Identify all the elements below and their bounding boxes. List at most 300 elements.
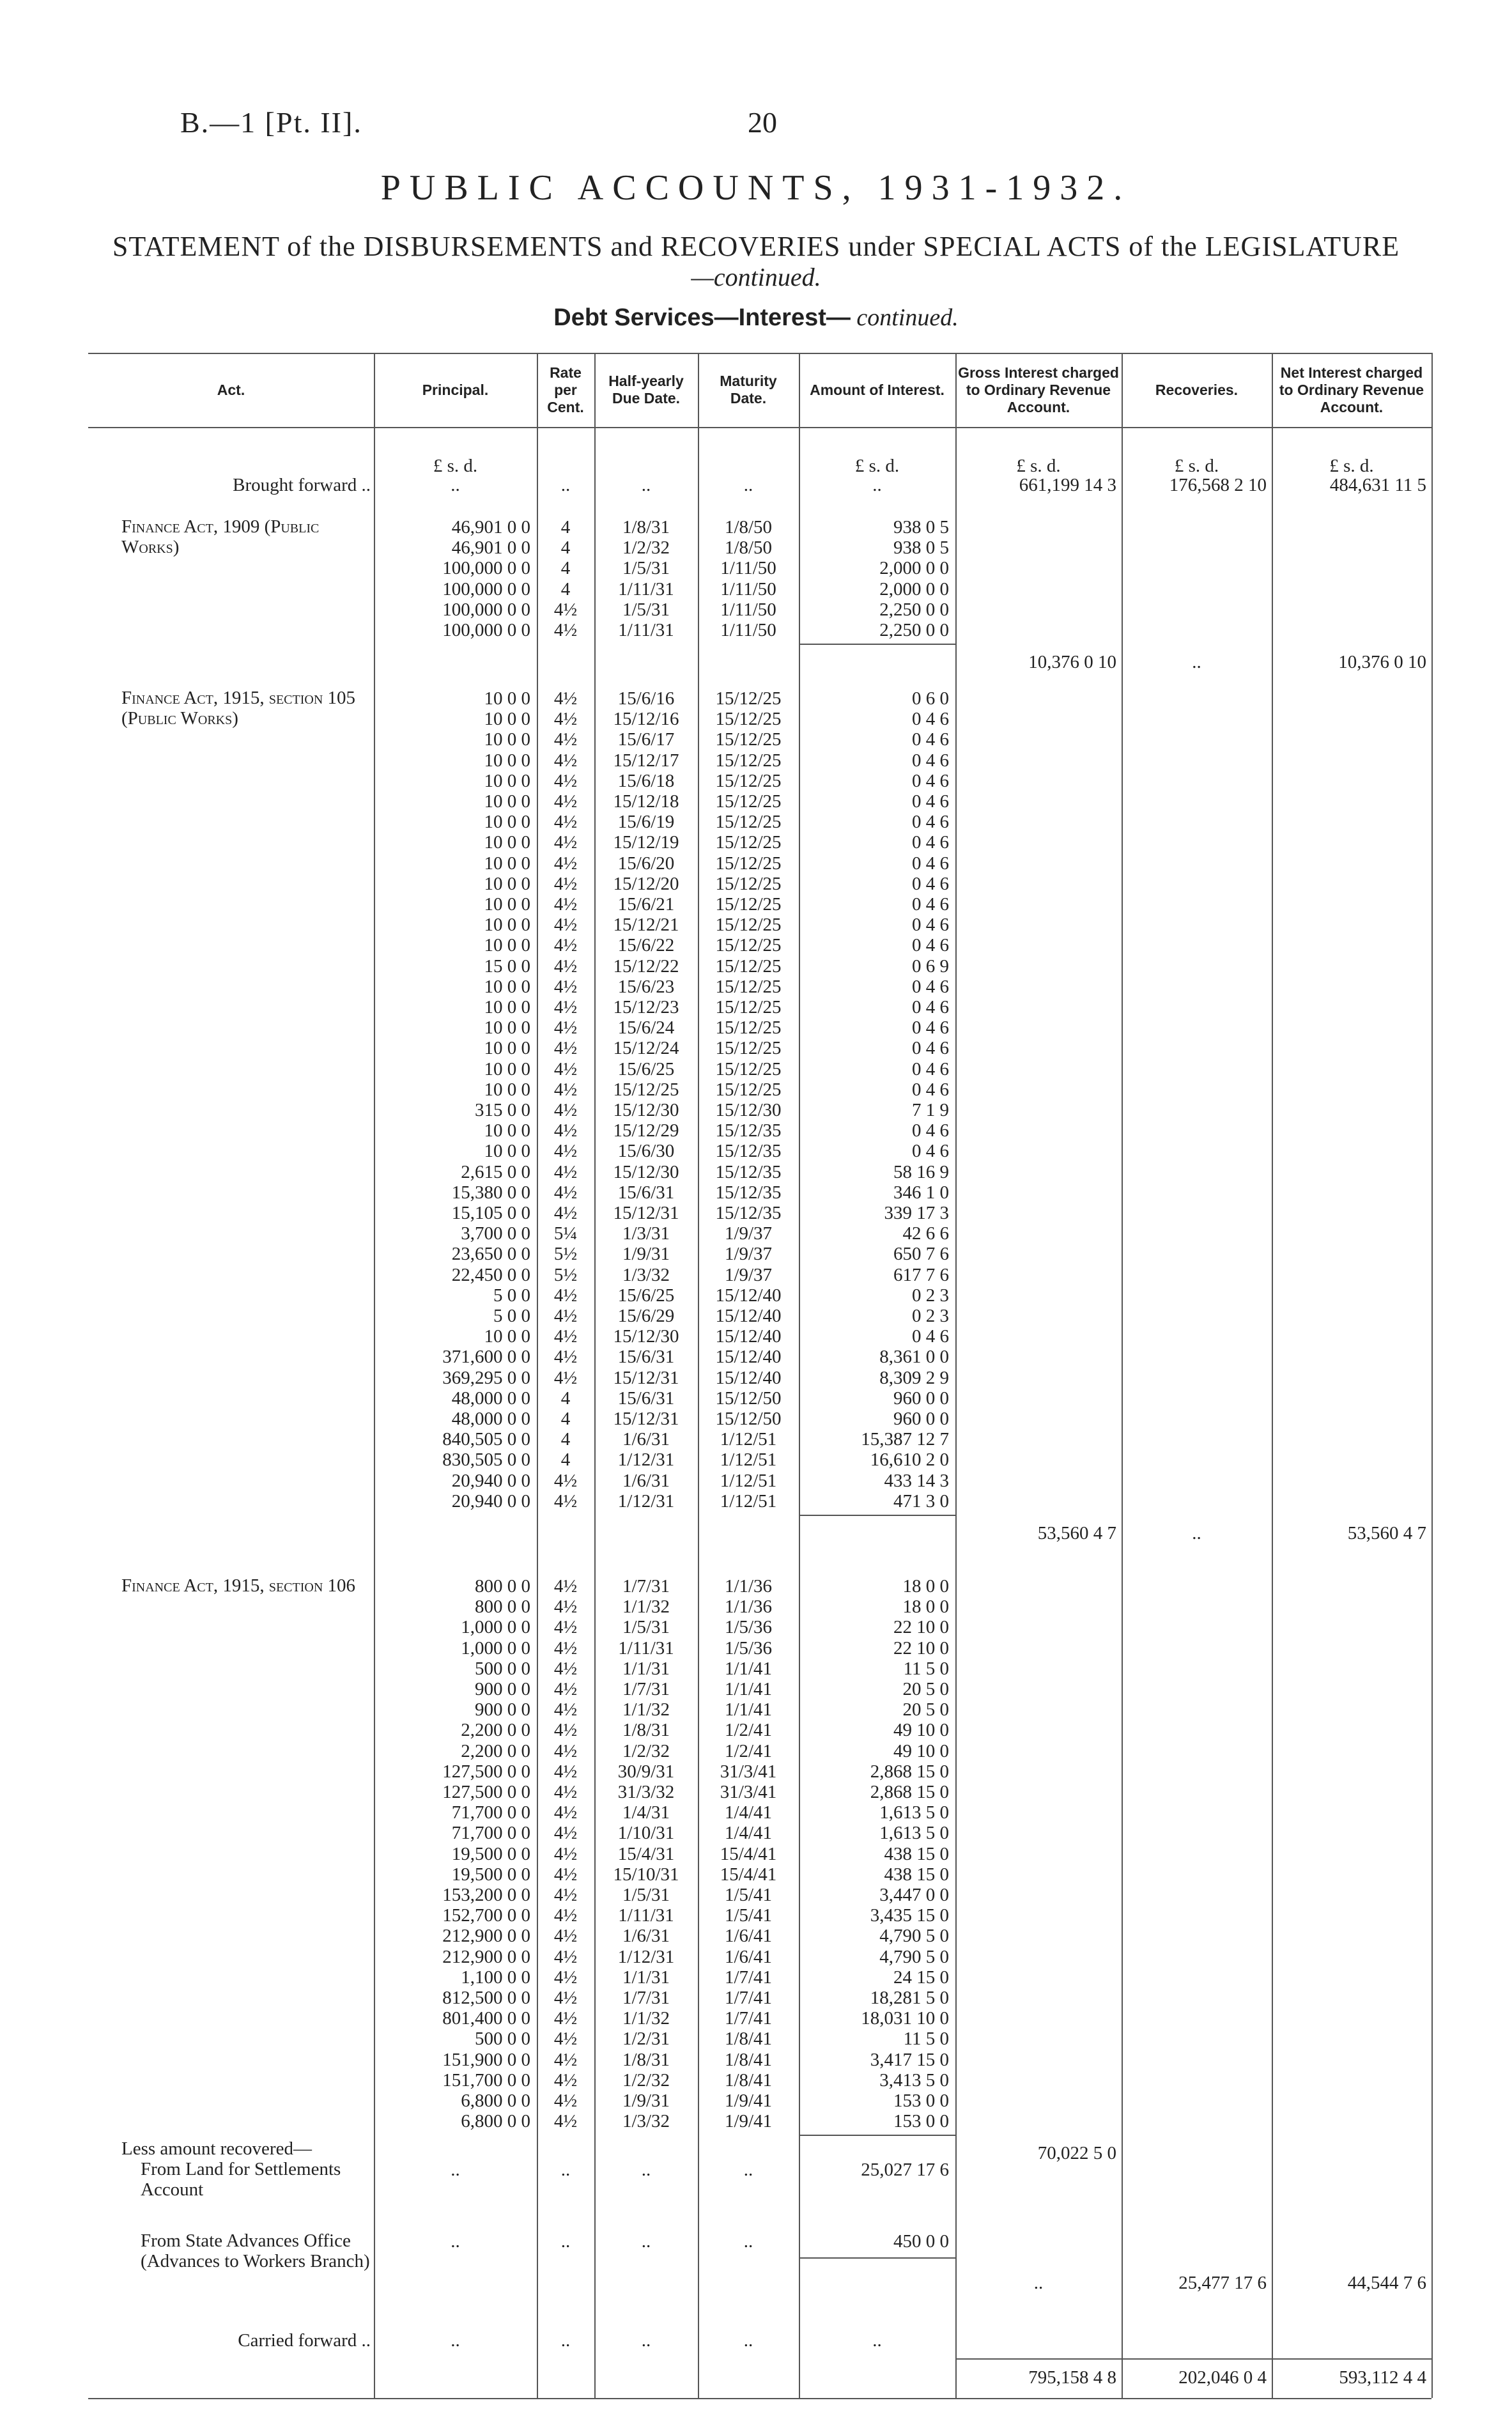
maturity-date-cell: 1/9/37: [724, 1244, 773, 1265]
due-date-cell: 1/8/31: [622, 517, 670, 537]
rate-cell: 4½: [553, 1823, 578, 1844]
section-gross-total: 70,022 5 0: [1037, 2143, 1116, 2164]
principal-cell: 10 0 0: [484, 1038, 530, 1059]
principal-cell: 151,900 0 0: [442, 2049, 530, 2070]
due-date-cell: 1/1/32: [622, 1597, 670, 1618]
section-net-total: 53,560 4 7: [1347, 1523, 1426, 1543]
rate-cell: 4½: [553, 1203, 578, 1223]
maturity-date-cell: 1/6/41: [724, 1946, 773, 1967]
due-date-cell: 15/6/31: [617, 1347, 675, 1368]
principal-cell: 71,700 0 0: [451, 1802, 530, 1823]
principal-cell: 6,800 0 0: [461, 2091, 530, 2111]
due-date-cell: 15/6/18: [617, 770, 675, 791]
rate-cell: 4½: [553, 1864, 578, 1885]
rate-cell: 4½: [553, 873, 578, 894]
interest-amount-cell: 433 14 3: [884, 1470, 949, 1491]
interest-amount-cell: 0 4 6: [912, 791, 949, 812]
interest-amount-cell: 960 0 0: [893, 1409, 949, 1429]
statement-continued: —continued.: [691, 263, 821, 291]
brought-forward-dots: ..: [451, 475, 460, 495]
rate-cell: 4½: [553, 729, 578, 750]
maturity-date-cell: 1/12/51: [720, 1490, 777, 1512]
column-rule: [1431, 353, 1433, 2398]
maturity-date-cell: 1/1/41: [724, 1699, 773, 1720]
interest-amount-cell: 938 0 5: [893, 537, 949, 559]
principal-cell: 15,105 0 0: [451, 1203, 530, 1223]
recoveries-units: £ s. d.: [1174, 456, 1219, 476]
brought-forward-dots: ..: [560, 475, 571, 495]
principal-cell: 10 0 0: [484, 997, 530, 1017]
brought-forward-net: 484,631 11 5: [1329, 475, 1426, 495]
maturity-date-cell: 15/12/25: [715, 1017, 782, 1039]
maturity-date-cell: 1/7/41: [724, 1967, 773, 1988]
rate-cell: 4½: [553, 1761, 578, 1782]
principal-cell: 10 0 0: [484, 1326, 530, 1347]
maturity-date-cell: 15/12/50: [715, 1409, 782, 1429]
due-date-cell: 15/4/31: [617, 1843, 675, 1864]
interest-amount-cell: 0 4 6: [912, 1141, 949, 1162]
due-date-cell: 1/1/32: [622, 1699, 670, 1720]
interest-amount-cell: 1,613 5 0: [879, 1823, 949, 1844]
rate-cell: 4: [560, 558, 571, 579]
principal-cell: 10 0 0: [484, 1120, 530, 1141]
due-date-cell: 1/5/31: [622, 599, 670, 620]
maturity-date-cell: 15/12/40: [715, 1347, 782, 1368]
rate-cell: 4: [560, 1429, 571, 1450]
principal-cell: 15,380 0 0: [451, 1182, 530, 1203]
carried-forward-dots: ..: [743, 2330, 753, 2351]
maturity-date-cell: 1/11/50: [720, 578, 776, 599]
interest-amount-cell: 2,250 0 0: [879, 599, 949, 620]
section-heading: [0, 304, 1512, 332]
less-recovered-label: Less amount recovered—: [121, 2138, 312, 2159]
maturity-date-cell: 15/4/41: [720, 1843, 777, 1864]
interest-amount-cell: 3,447 0 0: [879, 1885, 949, 1905]
maturity-date-cell: 1/5/36: [724, 1617, 773, 1638]
due-date-cell: 15/12/20: [613, 873, 679, 894]
due-date-cell: 15/12/18: [613, 791, 679, 812]
rate-cell: 4½: [553, 1843, 578, 1864]
due-date-cell: 1/9/31: [622, 2091, 670, 2111]
due-date-cell: 1/2/32: [622, 537, 670, 559]
rate-cell: 4½: [553, 853, 578, 874]
principal-cell: 1,000 0 0: [461, 1637, 530, 1659]
principal-cell: 10 0 0: [484, 935, 530, 956]
section-recoveries: ..: [1192, 1523, 1201, 1543]
rate-cell: 4½: [553, 955, 578, 977]
section-gross-total: 10,376 0 10: [1028, 652, 1116, 673]
due-date-cell: 15/6/16: [617, 688, 675, 709]
principal-cell: 10 0 0: [484, 729, 530, 750]
due-date-cell: 1/7/31: [622, 1988, 670, 2008]
interest-amount-cell: 2,868 15 0: [870, 1782, 949, 1802]
principal-cell: 840,505 0 0: [442, 1429, 530, 1450]
principal-cell: 10 0 0: [484, 1141, 530, 1162]
rate-cell: 4½: [553, 2049, 578, 2070]
section-gross-total: 53,560 4 7: [1037, 1523, 1116, 1543]
maturity-date-cell: 15/12/35: [715, 1203, 782, 1223]
interest-amount-cell: 346 1 0: [893, 1182, 949, 1203]
column-rule: [374, 353, 375, 2398]
principal-cell: 812,500 0 0: [442, 1988, 530, 2008]
page-number: 20: [748, 106, 777, 139]
carried-forward-recoveries: 202,046 0 4: [1178, 2367, 1267, 2388]
interest-amount-cell: 7 1 9: [912, 1100, 949, 1120]
due-date-cell: 1/11/31: [618, 1637, 674, 1659]
principal-cell: 2,200 0 0: [461, 1740, 530, 1761]
principal-cell: 2,200 0 0: [461, 1720, 530, 1741]
due-date-cell: 15/12/30: [613, 1161, 679, 1182]
interest-amount-cell: 20 5 0: [902, 1699, 949, 1720]
interest-amount-cell: 18,031 10 0: [861, 2008, 949, 2029]
maturity-date-cell: 1/8/41: [724, 2049, 773, 2070]
maturity-date-cell: 1/2/41: [724, 1720, 773, 1741]
principal-cell: 10 0 0: [484, 688, 530, 709]
rate-cell: 4½: [553, 1306, 578, 1326]
principal-cell: 1,000 0 0: [461, 1617, 530, 1638]
rate-cell: 4½: [553, 1679, 578, 1699]
maturity-date-cell: 15/12/25: [715, 770, 782, 791]
rate-cell: 4½: [553, 915, 578, 936]
principal-cell: 19,500 0 0: [451, 1843, 530, 1864]
due-date-cell: 15/12/29: [613, 1120, 679, 1141]
due-date-cell: 1/5/31: [622, 1617, 670, 1638]
principal-cell: 5 0 0: [493, 1306, 530, 1326]
due-date-cell: 15/12/23: [613, 997, 679, 1017]
interest-amount-cell: 4,790 5 0: [879, 1926, 949, 1947]
rate-cell: 4: [560, 578, 571, 599]
due-date-cell: 15/6/25: [617, 1058, 675, 1079]
maturity-date-cell: 15/12/25: [715, 1058, 782, 1079]
rate-cell: 4½: [553, 1285, 578, 1306]
principal-cell: 900 0 0: [475, 1679, 530, 1699]
interest-amount-cell: 2,000 0 0: [879, 558, 949, 579]
rate-cell: 4½: [553, 1120, 578, 1141]
interest-amount-cell: 4,790 5 0: [879, 1946, 949, 1967]
maturity-date-cell: 1/12/51: [720, 1429, 777, 1450]
interest-amount-cell: 0 4 6: [912, 1058, 949, 1079]
rate-cell: 4½: [553, 935, 578, 956]
due-date-cell: 1/3/32: [622, 1264, 670, 1285]
maturity-date-cell: 1/9/37: [724, 1223, 773, 1244]
rate-cell: 4½: [553, 976, 578, 997]
brought-forward-recoveries: 176,568 2 10: [1169, 475, 1267, 495]
due-date-cell: 15/12/22: [613, 955, 679, 977]
col-maturity-header: Maturity Date.: [720, 373, 777, 406]
interest-amount-cell: 18 0 0: [902, 1597, 949, 1618]
recovery-source-label: From State Advances Office (Advances to Workers Branch): [141, 2231, 370, 2271]
due-date-cell: 15/6/24: [617, 1017, 675, 1039]
brought-forward-dots: ..: [641, 475, 651, 495]
interest-amount-cell: 24 15 0: [893, 1967, 949, 1988]
carried-forward-dots: ..: [560, 2330, 571, 2351]
maturity-date-cell: 15/4/41: [720, 1864, 777, 1885]
due-date-cell: 30/9/31: [617, 1761, 675, 1782]
rate-cell: 4½: [553, 791, 578, 812]
rate-cell: 5½: [553, 1244, 578, 1265]
interest-amount-cell: 0 4 6: [912, 853, 949, 874]
table-bottom-rule: [88, 2398, 1431, 2399]
principal-cell: 15 0 0: [484, 955, 530, 977]
interest-amount-cell: 0 4 6: [912, 894, 949, 915]
due-date-cell: 1/9/31: [622, 1244, 670, 1265]
rate-cell: 4½: [553, 2111, 578, 2132]
rate-cell: 4½: [553, 1141, 578, 1162]
rate-cell: 4½: [553, 1100, 578, 1120]
interest-amount-cell: 0 4 6: [912, 935, 949, 956]
maturity-date-cell: 15/12/30: [715, 1100, 782, 1120]
carried-forward-dots: ..: [641, 2330, 651, 2351]
total-rule: [955, 2358, 1431, 2360]
maturity-date-cell: 1/2/41: [724, 1740, 773, 1761]
maturity-date-cell: 15/12/50: [715, 1388, 782, 1409]
rate-cell: 4½: [553, 997, 578, 1017]
rate-cell: 4½: [553, 832, 578, 853]
due-date-cell: 1/2/32: [622, 1740, 670, 1761]
due-date-cell: 1/11/31: [618, 1905, 674, 1926]
interest-amount-cell: 0 4 6: [912, 750, 949, 771]
principal-cell: 212,900 0 0: [442, 1926, 530, 1947]
rate-cell: 4½: [553, 894, 578, 915]
maturity-date-cell: 15/12/25: [715, 709, 782, 730]
maturity-date-cell: 15/12/25: [715, 935, 782, 956]
rate-cell: 4½: [553, 750, 578, 771]
rate-cell: 4½: [553, 1885, 578, 1905]
principal-cell: 10 0 0: [484, 1058, 530, 1079]
act-name: Finance Act, 1909 (Public Works): [121, 516, 320, 557]
maturity-date-cell: 1/11/50: [720, 558, 776, 579]
less-gross: ..: [1033, 2273, 1044, 2293]
due-date-cell: 1/3/32: [622, 2111, 670, 2132]
due-date-cell: 15/12/31: [613, 1409, 679, 1429]
interest-amount-cell: 22 10 0: [893, 1637, 949, 1659]
principal-cell: 10 0 0: [484, 915, 530, 936]
principal-cell: 100,000 0 0: [442, 599, 530, 620]
recovery-dots: ..: [560, 2231, 571, 2252]
due-date-cell: 1/1/31: [622, 1658, 670, 1679]
interest-amount-cell: 0 2 3: [912, 1306, 949, 1326]
principal-cell: 71,700 0 0: [451, 1823, 530, 1844]
rate-cell: 4½: [553, 1926, 578, 1947]
act-name: Finance Act, 1915, section 105 (Public Works): [121, 688, 356, 729]
interest-amount-cell: 15,387 12 7: [861, 1429, 949, 1450]
section-recoveries: ..: [1192, 652, 1201, 673]
principal-cell: 100,000 0 0: [442, 620, 530, 640]
maturity-date-cell: 1/12/51: [720, 1470, 777, 1491]
rate-cell: 4½: [553, 1699, 578, 1720]
principal-cell: 10 0 0: [484, 873, 530, 894]
maturity-date-cell: 1/7/41: [724, 1988, 773, 2008]
principal-cell: 127,500 0 0: [442, 1761, 530, 1782]
recovery-dots: ..: [641, 2231, 651, 2252]
principal-units: £ s. d.: [433, 456, 478, 476]
principal-cell: 127,500 0 0: [442, 1782, 530, 1802]
less-recoveries-total: 25,477 17 6: [1178, 2273, 1267, 2293]
rate-cell: 4½: [553, 1326, 578, 1347]
due-date-cell: 15/6/29: [617, 1306, 675, 1326]
col-rate-header: Rate per Cent.: [547, 364, 584, 415]
interest-amount-cell: 22 10 0: [893, 1617, 949, 1638]
interest-amount-cell: 471 3 0: [893, 1490, 949, 1512]
interest-amount-cell: 58 16 9: [893, 1161, 949, 1182]
column-rule: [799, 353, 800, 2398]
rate-cell: 4: [560, 1388, 571, 1409]
recovery-amount: 450 0 0: [893, 2231, 949, 2252]
col-due-header: Half-yearly Due Date.: [608, 373, 684, 406]
maturity-date-cell: 15/12/25: [715, 750, 782, 771]
rate-cell: 4: [560, 517, 571, 537]
principal-cell: 10 0 0: [484, 791, 530, 812]
recovery-dots: ..: [743, 2160, 753, 2180]
principal-cell: 46,901 0 0: [451, 517, 530, 537]
maturity-date-cell: 31/3/41: [720, 1782, 777, 1802]
principal-cell: 800 0 0: [475, 1597, 530, 1618]
recovery-source-label: From Land for Settlements Account: [141, 2159, 341, 2200]
principal-cell: 10 0 0: [484, 709, 530, 730]
due-date-cell: 1/11/31: [618, 620, 674, 640]
rate-cell: 4: [560, 1409, 571, 1429]
col-act-header: Act.: [217, 381, 245, 398]
carried-forward-dots: ..: [872, 2330, 882, 2351]
maturity-date-cell: 15/12/25: [715, 812, 782, 833]
interest-amount-cell: 1,613 5 0: [879, 1802, 949, 1823]
rate-cell: 4½: [553, 770, 578, 791]
maturity-date-cell: 15/12/35: [715, 1161, 782, 1182]
principal-cell: 23,650 0 0: [451, 1244, 530, 1265]
principal-cell: 100,000 0 0: [442, 578, 530, 599]
principal-cell: 10 0 0: [484, 976, 530, 997]
maturity-date-cell: 1/7/41: [724, 2008, 773, 2029]
recovery-dots: ..: [641, 2160, 651, 2180]
due-date-cell: 1/7/31: [622, 1576, 670, 1597]
principal-cell: 10 0 0: [484, 1079, 530, 1100]
principal-cell: 153,200 0 0: [442, 1885, 530, 1905]
principal-cell: 100,000 0 0: [442, 558, 530, 579]
page-title: PUBLIC ACCOUNTS, 1931-1932.: [380, 168, 1132, 208]
due-date-cell: 15/6/17: [617, 729, 675, 750]
rate-cell: 4½: [553, 1740, 578, 1761]
rate-cell: 4½: [553, 1058, 578, 1079]
maturity-date-cell: 15/12/25: [715, 832, 782, 853]
rate-cell: 4½: [553, 1017, 578, 1039]
recovery-dots: ..: [743, 2231, 753, 2252]
due-date-cell: 1/1/31: [622, 1967, 670, 1988]
rate-cell: 4: [560, 1450, 571, 1471]
rate-cell: 4½: [553, 1182, 578, 1203]
col-gross-header: Gross Interest charged to Ordinary Revenue Account.: [958, 364, 1119, 415]
rate-cell: 4½: [553, 1802, 578, 1823]
principal-cell: 315 0 0: [475, 1100, 530, 1120]
maturity-date-cell: 15/12/40: [715, 1367, 782, 1388]
rate-cell: 4½: [553, 1347, 578, 1368]
interest-amount-cell: 938 0 5: [893, 517, 949, 537]
rate-cell: 4½: [553, 1470, 578, 1491]
principal-cell: 152,700 0 0: [442, 1905, 530, 1926]
due-date-cell: 15/6/25: [617, 1285, 675, 1306]
interest-amount-cell: 2,868 15 0: [870, 1761, 949, 1782]
header-bottom-rule: [88, 427, 1431, 428]
rate-cell: 4½: [553, 688, 578, 709]
due-date-cell: 1/5/31: [622, 1885, 670, 1905]
due-date-cell: 15/6/30: [617, 1141, 675, 1162]
section-heading-bold: Debt Services—Interest—: [553, 304, 851, 331]
due-date-cell: 1/11/31: [618, 578, 674, 599]
principal-cell: 500 0 0: [475, 1658, 530, 1679]
rate-cell: 4½: [553, 1576, 578, 1597]
due-date-cell: 1/12/31: [617, 1450, 675, 1471]
rate-cell: 5¼: [553, 1223, 578, 1244]
less-net-total: 44,544 7 6: [1347, 2273, 1426, 2293]
principal-cell: 10 0 0: [484, 812, 530, 833]
due-date-cell: 15/12/25: [613, 1079, 679, 1100]
page-reference: B.—1 [Pt. II].: [180, 106, 362, 139]
interest-amount-cell: 0 6 9: [912, 955, 949, 977]
principal-cell: 10 0 0: [484, 1017, 530, 1039]
maturity-date-cell: 1/11/50: [720, 620, 776, 640]
interest-amount-cell: 0 4 6: [912, 770, 949, 791]
interest-amount-cell: 0 4 6: [912, 1326, 949, 1347]
column-rule: [955, 353, 957, 2398]
rate-cell: 4½: [553, 1161, 578, 1182]
principal-cell: 19,500 0 0: [451, 1864, 530, 1885]
due-date-cell: 15/12/30: [613, 1100, 679, 1120]
maturity-date-cell: 1/5/36: [724, 1637, 773, 1659]
maturity-date-cell: 15/12/25: [715, 997, 782, 1017]
col-amount-header: Amount of Interest.: [810, 381, 945, 398]
interest-amount-cell: 8,361 0 0: [879, 1347, 949, 1368]
maturity-date-cell: 1/5/41: [724, 1885, 773, 1905]
recovery-dots: ..: [560, 2160, 571, 2180]
interest-amount-cell: 617 7 6: [893, 1264, 949, 1285]
principal-cell: 20,940 0 0: [451, 1470, 530, 1491]
due-date-cell: 15/12/19: [613, 832, 679, 853]
maturity-date-cell: 15/12/25: [715, 791, 782, 812]
rate-cell: 4½: [553, 1617, 578, 1638]
maturity-date-cell: 15/12/40: [715, 1306, 782, 1326]
due-date-cell: 1/3/31: [622, 1223, 670, 1244]
brought-forward-dots: ..: [872, 475, 882, 495]
principal-cell: 22,450 0 0: [451, 1264, 530, 1285]
interest-amount-cell: 0 4 6: [912, 873, 949, 894]
maturity-date-cell: 1/4/41: [724, 1823, 773, 1844]
maturity-date-cell: 1/5/41: [724, 1905, 773, 1926]
due-date-cell: 15/6/21: [617, 894, 675, 915]
interest-amount-cell: 0 4 6: [912, 709, 949, 730]
subtotal-rule: [799, 2257, 955, 2259]
principal-cell: 10 0 0: [484, 750, 530, 771]
due-date-cell: 15/6/19: [617, 812, 675, 833]
principal-cell: 46,901 0 0: [451, 537, 530, 559]
maturity-date-cell: 15/12/25: [715, 976, 782, 997]
interest-amount-cell: 0 4 6: [912, 1120, 949, 1141]
interest-amount-cell: 18 0 0: [902, 1576, 949, 1597]
interest-amount-cell: 2,000 0 0: [879, 578, 949, 599]
brought-forward-label: Brought forward ..: [233, 475, 371, 495]
interest-amount-cell: 8,309 2 9: [879, 1367, 949, 1388]
maturity-date-cell: 15/12/25: [715, 873, 782, 894]
principal-cell: 830,505 0 0: [442, 1450, 530, 1471]
interest-amount-cell: 0 6 0: [912, 688, 949, 709]
due-date-cell: 15/12/17: [613, 750, 679, 771]
maturity-date-cell: 15/12/35: [715, 1141, 782, 1162]
section-net-total: 10,376 0 10: [1338, 652, 1426, 673]
due-date-cell: 15/12/31: [613, 1367, 679, 1388]
subtotal-rule: [799, 644, 955, 645]
principal-cell: 900 0 0: [475, 1699, 530, 1720]
statement-title: STATEMENT of the DISBURSEMENTS and RECOVERIES under SPECIAL ACTS of the LEGISLATURE: [112, 231, 1400, 262]
interest-amount-cell: 153 0 0: [893, 2111, 949, 2132]
interest-amount-cell: 339 17 3: [884, 1203, 949, 1223]
